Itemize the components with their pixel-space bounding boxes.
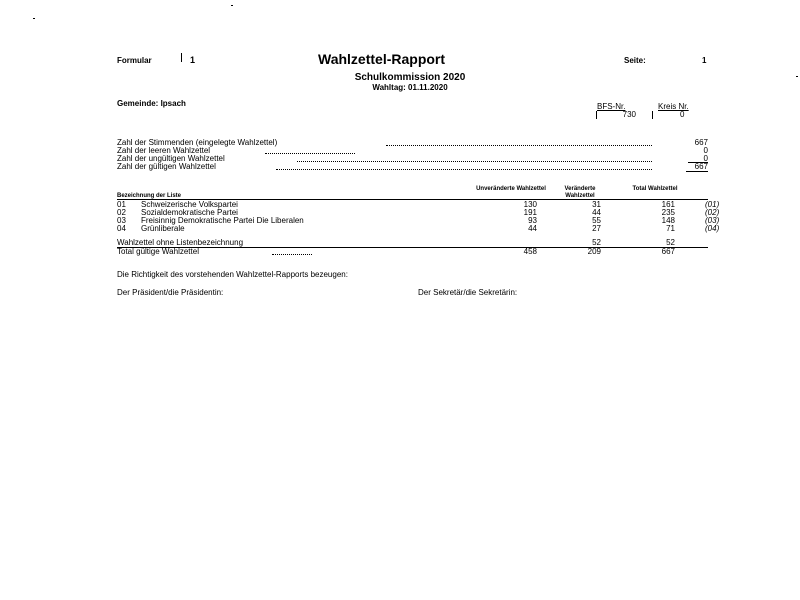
- row-unchanged: 130: [523, 200, 537, 209]
- count-label-invalid: Zahl der ungültigen Wahlzettel: [117, 154, 225, 163]
- dot-leader: [386, 145, 652, 146]
- row-changed: 31: [592, 200, 601, 209]
- dot-leader: [276, 169, 652, 170]
- scan-speck: [33, 18, 35, 19]
- page-number: 1: [702, 56, 707, 65]
- col-header-total: Total Wahlzettel: [632, 186, 678, 192]
- dot-leader: [272, 254, 312, 255]
- row-changed: 27: [592, 224, 601, 233]
- row-number: 04: [117, 224, 126, 233]
- count-label-empty: Zahl der leeren Wahlzettel: [117, 146, 211, 155]
- row-unchanged: 44: [528, 224, 537, 233]
- row-changed: 44: [592, 208, 601, 217]
- dot-leader: [297, 161, 652, 162]
- col-header-changed: Veränderte Wahlzettel: [564, 186, 596, 199]
- row-code: (04): [705, 224, 720, 233]
- municipality-label: Gemeinde: Ipsach: [117, 99, 186, 108]
- dot-leader: [265, 153, 355, 154]
- form-label: Formular: [117, 56, 152, 65]
- row-total: 161: [661, 200, 675, 209]
- form-divider: [181, 53, 182, 62]
- kreis-value: 0: [680, 110, 685, 119]
- row-total: 71: [666, 224, 675, 233]
- row-total: 148: [661, 216, 675, 225]
- report-subtitle: Schulkommission 2020: [354, 72, 466, 83]
- total-valid-unchanged: 458: [523, 247, 537, 256]
- count-value-invalid: 0: [703, 154, 708, 163]
- page-label: Seite:: [624, 56, 646, 65]
- row-total: 235: [661, 208, 675, 217]
- row-party-name: Grünliberale: [141, 224, 185, 233]
- row-party-name: Sozialdemokratische Partei: [141, 208, 238, 217]
- table-row: [117, 224, 737, 232]
- count-value-empty: 0: [703, 146, 708, 155]
- row-code: (03): [705, 216, 720, 225]
- scan-speck: [231, 5, 233, 6]
- form-number: 1: [190, 55, 196, 65]
- no-list-changed: 52: [592, 238, 601, 247]
- certification-text: Die Richtigkeit des vorstehenden Wahlzettel-Rapports bezeugen:: [117, 270, 348, 279]
- row-code: (01): [705, 200, 720, 209]
- count-value-valid: 667: [694, 162, 708, 171]
- col-header-list: Bezeichnung der Liste: [117, 193, 182, 199]
- scan-speck: [796, 76, 798, 77]
- row-code: (02): [705, 208, 720, 217]
- count-value-voters: 667: [694, 138, 708, 147]
- total-valid-total: 667: [661, 247, 675, 256]
- count-label-voters: Zahl der Stimmenden (eingelegte Wahlzettel): [117, 138, 278, 147]
- bfs-box-left: [596, 111, 597, 119]
- election-day: Wahltag: 01.11.2020: [372, 83, 448, 92]
- bfs-box-right: [652, 111, 653, 119]
- row-party-name: Freisinnig Demokratische Partei Die Liberalen: [141, 216, 304, 225]
- table-row: [117, 208, 737, 216]
- row-changed: 55: [592, 216, 601, 225]
- table-row: [117, 200, 737, 208]
- sum-line: [686, 171, 708, 172]
- row-party-name: Schweizerische Volkspartei: [141, 200, 238, 209]
- bfs-label: BFS-Nr.: [597, 102, 626, 111]
- total-valid-changed: 209: [587, 247, 601, 256]
- no-list-total: 52: [666, 238, 675, 247]
- no-list-label: Wahlzettel ohne Listenbezeichnung: [117, 238, 244, 247]
- president-signature-label: Der Präsident/die Präsidentin:: [117, 288, 224, 297]
- row-number: 02: [117, 208, 126, 217]
- total-rule: [117, 247, 708, 248]
- col-header-unchanged: Unveränderte Wahlzettel: [476, 186, 546, 192]
- kreis-label: Kreis Nr.: [658, 102, 689, 111]
- bfs-value: 730: [622, 110, 636, 119]
- report-title: Wahlzettel-Rapport: [318, 51, 446, 67]
- count-label-valid: Zahl der gültigen Wahlzettel: [117, 162, 216, 171]
- secretary-signature-label: Der Sekretär/die Sekretärin:: [418, 288, 518, 297]
- row-unchanged: 93: [528, 216, 537, 225]
- row-number: 01: [117, 200, 126, 209]
- table-row: [117, 216, 737, 224]
- row-unchanged: 191: [523, 208, 537, 217]
- total-valid-label: Total gültige Wahlzettel: [117, 247, 199, 256]
- row-number: 03: [117, 216, 126, 225]
